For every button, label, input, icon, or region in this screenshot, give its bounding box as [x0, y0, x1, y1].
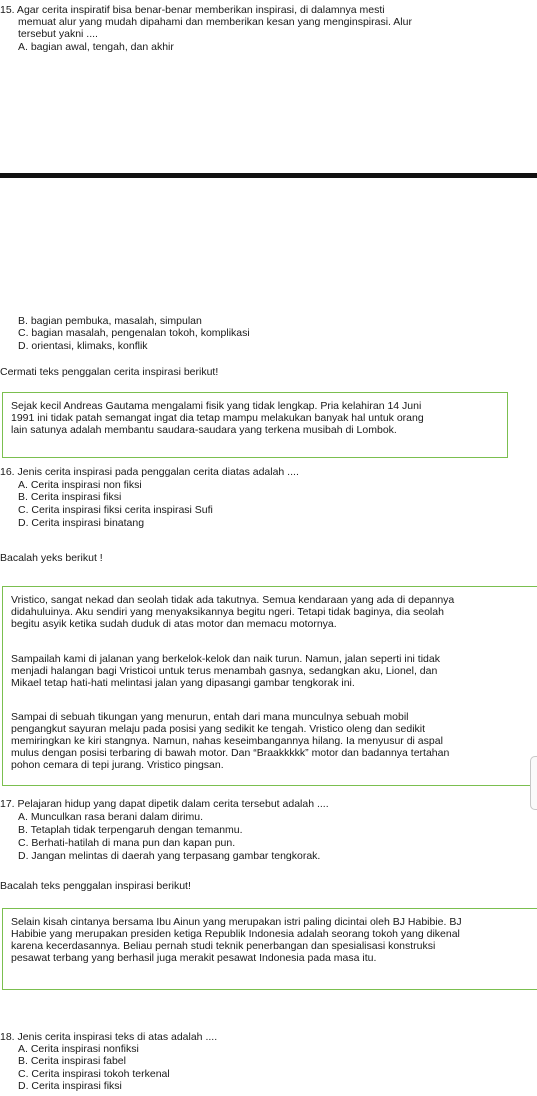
question-16-option-b[interactable]: B. Cerita inspirasi fiksi [18, 491, 122, 503]
question-15-option-d[interactable]: D. orientasi, klimaks, konflik [18, 340, 148, 352]
passage-2-p3-line-3: memiringkan ke kiri stangnya. Namun, nahas keseimbangannya hilang. Ia menyusur di aspal [11, 735, 443, 747]
question-18-option-c[interactable]: C. Cerita inspirasi tokoh terkenal [18, 1068, 170, 1080]
passage-2-p2-line-1: Sampailah kami di jalanan yang berkelok-kelok dan naik turun. Namun, jalan seperti ini tidak [11, 653, 440, 665]
question-15-stem-line-3: tersebut yakni .... [18, 28, 98, 40]
passage-3-line-2: Habibie yang merupakan presiden ketiga Republik Indonesia adalah seorang tokoh yang dikenal [11, 928, 460, 940]
question-18-option-a[interactable]: A. Cerita inspirasi nonfiksi [18, 1043, 139, 1055]
question-15-option-a[interactable]: A. bagian awal, tengah, dan akhir [18, 41, 174, 53]
question-15-option-b[interactable]: B. bagian pembuka, masalah, simpulan [18, 315, 202, 327]
passage-2-p2-line-3: Mikael tetap hati-hati melintasi jalan yang dipasangi gambar tengkorak ini. [11, 677, 355, 689]
passage-3-line-3: karena kecerdasannya. Beliau pernah studi teknik penerbangan dan spesialisasi konstruksi [11, 940, 436, 952]
passage-1-line-3: lain satunya adalah membantu saudara-saudara yang terkena musibah di Lombok. [11, 424, 397, 436]
question-17-option-a[interactable]: A. Munculkan rasa berani dalam dirimu. [18, 811, 204, 823]
intro-text-1: Cermati teks penggalan cerita inspirasi berikut! [0, 366, 219, 378]
question-16-option-a[interactable]: A. Cerita inspirasi non fiksi [18, 479, 142, 491]
passage-box-3 [2, 908, 537, 990]
passage-2-p1-line-3: begitu asyik ketika sudah duduk di atas motor dan memacu motornya. [11, 618, 337, 630]
passage-2-p3-line-4: mulus dengan posisi terbaring di bawah motor. Dan “Braakkkkk” motor dan badannya tertahan [11, 747, 450, 759]
passage-box-1 [2, 392, 508, 458]
passage-3-line-1: Selain kisah cintanya bersama Ibu Ainun yang merupakan istri paling dicintai oleh BJ Habibie. BJ [11, 916, 462, 928]
intro-text-2: Bacalah yeks berikut ! [0, 552, 103, 564]
question-18-stem: 18. Jenis cerita inspirasi teks di atas adalah .... [0, 1031, 218, 1043]
question-15-stem-line-2: memuat alur yang mudah dipahami dan memberikan kesan yang menginspirasi. Alur [18, 16, 412, 28]
question-15-stem-line-1: 15. Agar cerita inspiratif bisa benar-benar memberikan inspirasi, di dalamnya mesti [0, 4, 385, 16]
passage-2-p1-line-1: Vristico, sangat nekad dan seolah tidak ada takutnya. Semua kendaraan yang ada di depannya [11, 594, 455, 606]
passage-1-line-2: 1991 ini tidak patah semangat ingat dia tetap mampu melakukan banyak hal untuk orang [11, 412, 424, 424]
page-divider [0, 173, 537, 178]
intro-text-3: Bacalah teks penggalan inspirasi berikut! [0, 880, 191, 892]
question-16-option-d[interactable]: D. Cerita inspirasi binatang [18, 517, 145, 529]
passage-2-p3-line-5: pohon cemara di tepi jurang. Vristico pingsan. [11, 759, 224, 771]
question-17-option-d[interactable]: D. Jangan melintas di daerah yang terpasang gambar tengkorak. [18, 850, 321, 862]
passage-2-p3-line-2: pengangkut sayuran melaju pada posisi yang sedikit ke tengah. Vristico oleng dan sedikit [11, 723, 426, 735]
question-17-stem: 17. Pelajaran hidup yang dapat dipetik dalam cerita tersebut adalah .... [0, 798, 329, 810]
question-18-option-b[interactable]: B. Cerita inspirasi fabel [18, 1055, 126, 1067]
scrollbar-handle[interactable] [530, 756, 537, 810]
passage-2-p2-line-2: menjadi halangan bagi Vristicoi untuk terus menambah gasnya, sedangkan aku, Lionel, dan [11, 665, 438, 677]
passage-box-2 [2, 586, 537, 786]
question-18-option-d[interactable]: D. Cerita inspirasi fiksi [18, 1080, 122, 1092]
question-16-option-c[interactable]: C. Cerita inspirasi fiksi cerita inspirasi Sufi [18, 504, 213, 516]
passage-3-line-4: pesawat terbang yang berhasil juga merakit pesawat Indonesia pada masa itu. [11, 952, 377, 964]
question-15-option-c[interactable]: C. bagian masalah, pengenalan tokoh, komplikasi [18, 327, 250, 339]
passage-2-p3-line-1: Sampai di sebuah tikungan yang menurun, entah dari mana munculnya sebuah mobil [11, 711, 409, 723]
passage-1-line-1: Sejak kecil Andreas Gautama mengalami fisik yang tidak lengkap. Pria kelahiran 14 Juni [11, 400, 422, 412]
question-17-option-b[interactable]: B. Tetaplah tidak terpengaruh dengan temanmu. [18, 824, 243, 836]
question-16-stem: 16. Jenis cerita inspirasi pada penggalan cerita diatas adalah .... [0, 466, 299, 478]
question-17-option-c[interactable]: C. Berhati-hatilah di mana pun dan kapan pun. [18, 837, 236, 849]
passage-2-p1-line-2: didahuluinya. Aku sendiri yang menyaksikannya begitu ngeri. Tetapi tidak baginya, dia seolah [11, 606, 444, 618]
